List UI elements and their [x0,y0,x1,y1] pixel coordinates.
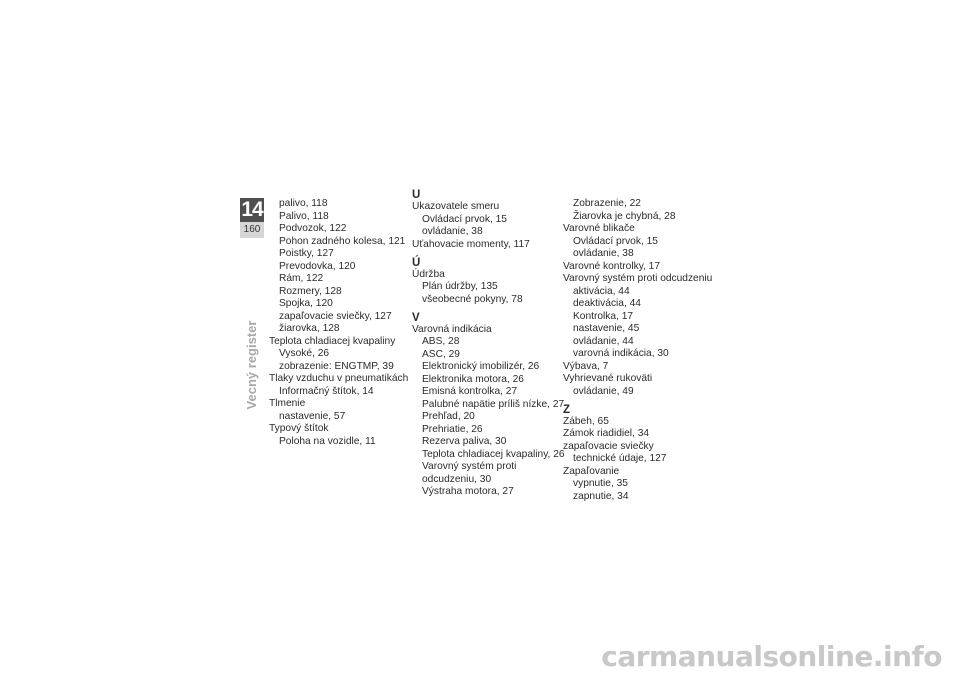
index-subentry: Elektronika motora, 26 [422,373,524,385]
index-subentry: Informačný štítok, 14 [279,385,374,397]
index-subentry: nastavenie, 57 [279,410,346,422]
index-subentry: odcudzeniu, 30 [422,473,492,485]
index-subentry: Rozmery, 128 [279,285,342,297]
index-subentry: palivo, 118 [279,198,328,209]
index-subentry: Ovládací prvok, 15 [422,213,507,225]
index-subentry: vypnutie, 35 [573,478,628,489]
index-subentry: aktivácia, 44 [573,285,630,297]
index-subentry: ovládanie, 38 [422,226,483,237]
index-subentry: Výstraha motora, 27 [422,486,514,497]
index-entry: Tlmenie [269,398,306,409]
index-letter-heading: Z [563,403,571,416]
index-subentry: ovládanie, 38 [573,248,634,259]
index-entry: zapaľovacie sviečky [563,440,654,452]
index-entry: Výbava, 7 [563,360,609,372]
index-subentry: Palivo, 118 [279,210,329,222]
index-subentry: Prehľad, 20 [422,411,475,422]
index-subentry: Kontrolka, 17 [573,310,634,322]
index-subentry: zapnutie, 34 [573,490,629,502]
chapter-number: 14 [241,198,263,221]
index-subentry: Ovládací prvok, 15 [573,235,658,247]
index-subentry: žiarovka, 128 [279,323,340,334]
index-subentry: ABS, 28 [422,336,460,347]
index-subentry: Elektronický imobilizér, 26 [422,361,540,372]
index-subentry: Teplota chladiacej kvapaliny, 26 [422,448,565,460]
index-subentry: Poloha na vozidle, 11 [279,435,376,447]
index-entry: Údržba [412,268,445,280]
index-letter-heading: U [412,189,421,201]
index-entry: Tlaky vzduchu v pneumatikách [269,373,409,384]
index-subentry: Rezerva paliva, 30 [422,436,507,447]
index-subentry: Plán údržby, 135 [422,281,498,292]
index-subentry: Prevodovka, 120 [279,260,356,272]
index-subentry: ASC, 29 [422,348,460,360]
index-subentry: Emisná kontrolka, 27 [422,386,518,397]
index-subentry: Spojka, 120 [279,298,333,309]
index-subentry: Poistky, 127 [279,248,334,259]
index-subentry: Prehriatie, 26 [422,423,483,435]
index-column-3 [563,198,713,503]
index-column-1 [269,198,419,448]
index-entry: Uťahovacie momenty, 117 [412,238,530,250]
index-subentry: ovládanie, 44 [573,335,634,347]
index-entry: Ukazovatele smeru [412,201,500,212]
index-entry: Vyhrievané rukoväti [563,373,653,384]
section-title [242,320,262,410]
index-entry: Teplota chladiacej kvapaliny [269,335,396,347]
index-subentry: ovládanie, 49 [573,385,634,397]
page-number: 160 [240,222,264,238]
index-column-2 [412,189,565,499]
index-entry: Varovná indikácia [412,323,492,335]
index-subentry: zapaľovacie sviečky, 127 [279,310,392,322]
index-subentry: Podvozok, 122 [279,223,347,234]
index-entry: Zapaľovanie [563,465,620,477]
index-subentry: Palubné napätie príliš nízke, 27 [422,398,565,410]
index-subentry: zobrazenie: ENGTMP, 39 [279,360,394,372]
index-subentry: technické údaje, 127 [573,453,667,464]
index-subentry: Vysoké, 26 [279,348,330,359]
section-title-text: Vecný register [244,320,259,410]
index-entry: Varovný systém proti odcudzeniu [563,273,713,284]
index-subentry: deaktivácia, 44 [573,298,641,309]
watermark: carmanualsonline.info [601,640,942,673]
index-entry: Zábeh, 65 [563,415,609,427]
index-subentry: nastavenie, 45 [573,323,640,334]
index-subentry: Varovný systém proti [422,461,517,472]
index-entry: Typový štítok [269,423,329,434]
index-subentry: Žiarovka je chybná, 28 [573,210,676,222]
index-letter-heading: V [412,311,420,324]
chapter-tab [240,198,264,238]
index-subentry: Zobrazenie, 22 [573,198,641,209]
index-entry: Varovné kontrolky, 17 [563,260,661,272]
index-entry: Zámok riadidiel, 34 [563,428,650,439]
index-subentry: Pohon zadného kolesa, 121 [279,235,406,247]
index-subentry: varovná indikácia, 30 [573,348,669,359]
index-letter-heading: Ú [412,256,421,269]
index-subentry: Rám, 122 [279,273,324,284]
index-subentry: všeobecné pokyny, 78 [422,293,523,305]
index-entry: Varovné blikače [563,223,635,234]
